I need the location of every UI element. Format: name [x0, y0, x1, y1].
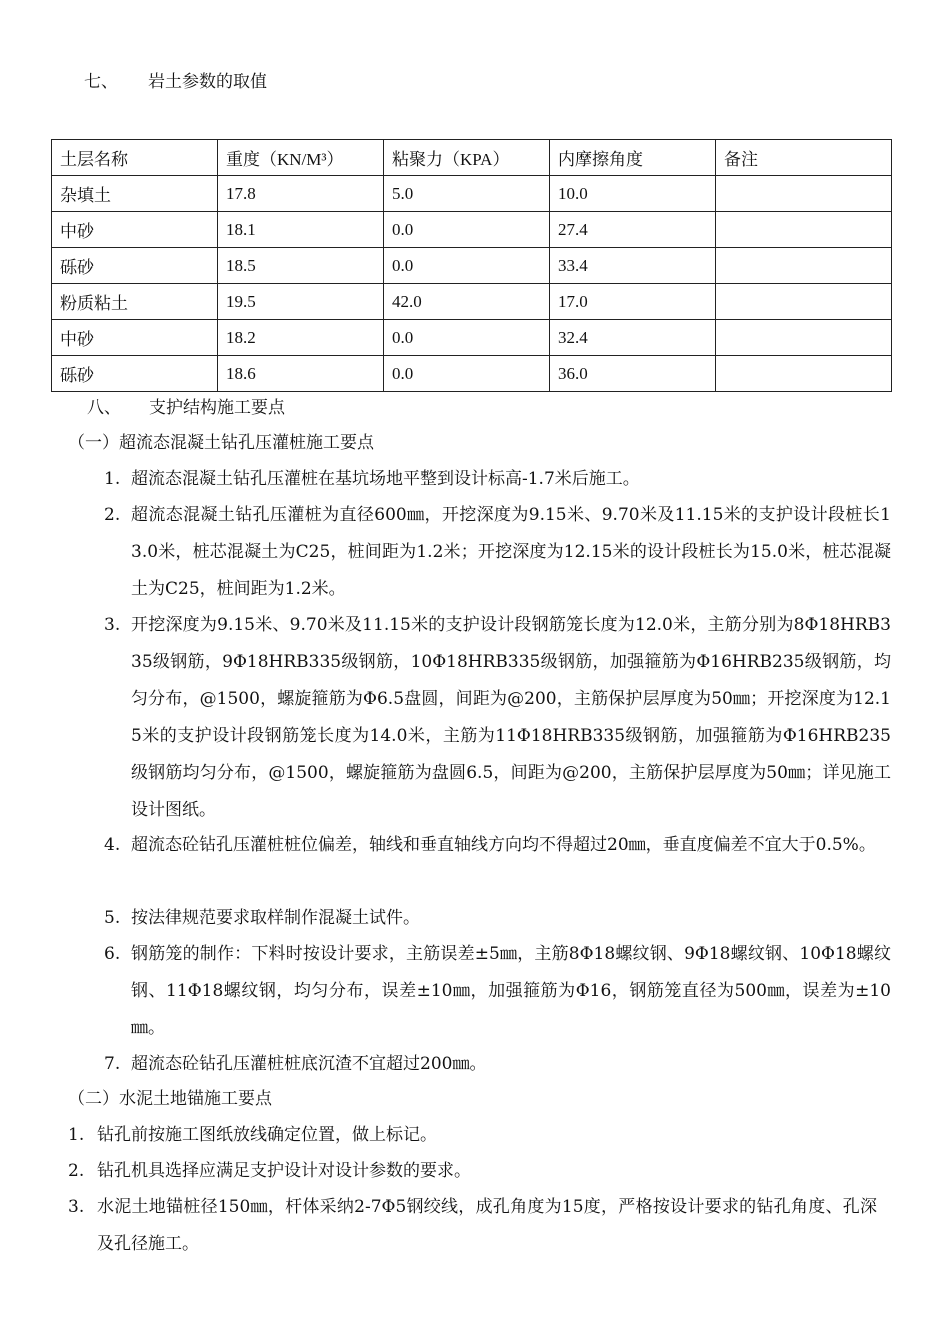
list-item-text: 超流态砼钻孔压灌桩桩底沉渣不宜超过200㎜。 [131, 1054, 487, 1074]
list-item-number: 3. [68, 1197, 85, 1217]
list-item [104, 1046, 891, 1083]
list-item-text: 水泥土地锚桩径150㎜，杆体采纳2-7Φ5钢绞线，成孔角度为15度，严格按设计要求的钻孔角度、孔深及孔径施工。 [97, 1197, 877, 1254]
list-item-text: 开挖深度为9.15米、9.70米及11.15米的支护设计段钢筋笼长度为12.0米，主筋分别为8Φ18HRB335级钢筋，9Φ18HRB335级钢筋，10Φ18HRB335级钢筋，加强箍筋为Φ16HRB235级钢筋，均匀分布，@1500，螺旋箍筋为Φ6.5盘圆，间距为@200，主筋保护层厚度为50㎜；开挖深度为12.15米的支护设计段钢筋笼长度为14.0米，主筋为11Φ18HRB335级钢筋，加强箍筋为Φ16HRB235级钢筋均匀分布，@1500，螺旋箍筋为盘圆6.5，间距为@200，主筋保护层厚度为50㎜；详见施工设计图纸。 [131, 615, 891, 820]
table-cell: 砾砂 [52, 356, 218, 392]
subsection-1-title: （一）超流态混凝土钻孔压灌桩施工要点 [68, 433, 374, 453]
table-cell: 18.6 [218, 356, 384, 392]
subsection-2-title: （二）水泥土地锚施工要点 [68, 1089, 272, 1109]
header-cell: 备注 [716, 140, 892, 176]
list-item [68, 1117, 877, 1154]
list-item-number: 7. [104, 1054, 121, 1074]
table-cell: 32.4 [550, 320, 716, 356]
table-cell [716, 248, 892, 284]
table-cell [716, 212, 892, 248]
table-cell: 18.1 [218, 212, 384, 248]
list-item-text: 超流态混凝土钻孔压灌桩为直径600㎜，开挖深度为9.15米、9.70米及11.15米的支护设计段桩长13.0米，桩芯混凝土为C25，桩间距为1.2米；开挖深度为12.15米的设计段桩长为15.0米，桩芯混凝土为C25，桩间距为1.2米。 [131, 505, 891, 599]
table-cell [716, 356, 892, 392]
table-row [52, 356, 892, 392]
table-cell: 粉质粘土 [52, 284, 218, 320]
list-item-number: 3. [104, 615, 121, 635]
list-item-text: 钻孔前按施工图纸放线确定位置，做上标记。 [97, 1125, 437, 1145]
section-8-heading [87, 397, 285, 419]
table-cell: 中砂 [52, 212, 218, 248]
table-cell: 5.0 [384, 176, 550, 212]
list-item [104, 900, 891, 937]
list-item-number: 1. [104, 469, 121, 489]
table-row [52, 284, 892, 320]
table-cell: 36.0 [550, 356, 716, 392]
table-cell [716, 176, 892, 212]
list-item-number: 1. [68, 1125, 85, 1145]
table-cell [716, 320, 892, 356]
table-cell: 砾砂 [52, 248, 218, 284]
section-8-title: 支护结构施工要点 [149, 398, 285, 418]
list-item-text: 按法律规范要求取样制作混凝土试件。 [131, 908, 420, 928]
list-item [68, 1189, 877, 1263]
table-cell: 10.0 [550, 176, 716, 212]
list-item [68, 1153, 877, 1190]
table-row [52, 176, 892, 212]
table-cell [716, 284, 892, 320]
soil-parameters-table [51, 139, 892, 392]
list-item [104, 461, 891, 498]
header-cell: 粘聚力（KPA） [384, 140, 550, 176]
table-cell: 17.8 [218, 176, 384, 212]
table-row [52, 320, 892, 356]
list-item [104, 497, 891, 608]
list-item-number: 5. [104, 908, 121, 928]
table-cell: 杂填土 [52, 176, 218, 212]
table-cell: 0.0 [384, 320, 550, 356]
list-item-text: 超流态混凝土钻孔压灌桩在基坑场地平整到设计标高-1.7米后施工。 [131, 469, 640, 489]
section-7-number: 七、 [84, 72, 118, 92]
table-row [52, 212, 892, 248]
list-item-text: 钻孔机具选择应满足支护设计对设计参数的要求。 [97, 1161, 471, 1181]
list-item-text: 超流态砼钻孔压灌桩桩位偏差，轴线和垂直轴线方向均不得超过20㎜，垂直度偏差不宜大于0.5%。 [131, 835, 876, 855]
table-cell: 0.0 [384, 248, 550, 284]
section-8-number: 八、 [87, 398, 121, 418]
table-cell: 中砂 [52, 320, 218, 356]
table-cell: 17.0 [550, 284, 716, 320]
header-cell: 重度（KN/M³） [218, 140, 384, 176]
table-cell: 0.0 [384, 212, 550, 248]
header-cell: 土层名称 [52, 140, 218, 176]
list-item-number: 2. [104, 505, 121, 525]
list-item [104, 936, 891, 1047]
list-item [104, 827, 891, 864]
table-cell: 19.5 [218, 284, 384, 320]
list-item-number: 6. [104, 944, 121, 964]
list-item-number: 4. [104, 835, 121, 855]
list-item [104, 607, 891, 829]
table-row [52, 248, 892, 284]
list-item-text: 钢筋笼的制作：下料时按设计要求，主筋误差±5㎜，主筋8Φ18螺纹钢、9Φ18螺纹钢、10Φ18螺纹钢、11Φ18螺纹钢，均匀分布，误差±10㎜，加强箍筋为Φ16，钢筋笼直径为500㎜，误差为±10㎜。 [131, 944, 891, 1038]
section-7-heading [84, 71, 267, 93]
section-7-title: 岩土参数的取值 [148, 72, 267, 92]
table-cell: 18.5 [218, 248, 384, 284]
table-cell: 0.0 [384, 356, 550, 392]
table-cell: 42.0 [384, 284, 550, 320]
header-cell: 内摩擦角度 [550, 140, 716, 176]
table-cell: 27.4 [550, 212, 716, 248]
table-cell: 18.2 [218, 320, 384, 356]
table-header-row [52, 140, 892, 176]
table-cell: 33.4 [550, 248, 716, 284]
list-item-number: 2. [68, 1161, 85, 1181]
